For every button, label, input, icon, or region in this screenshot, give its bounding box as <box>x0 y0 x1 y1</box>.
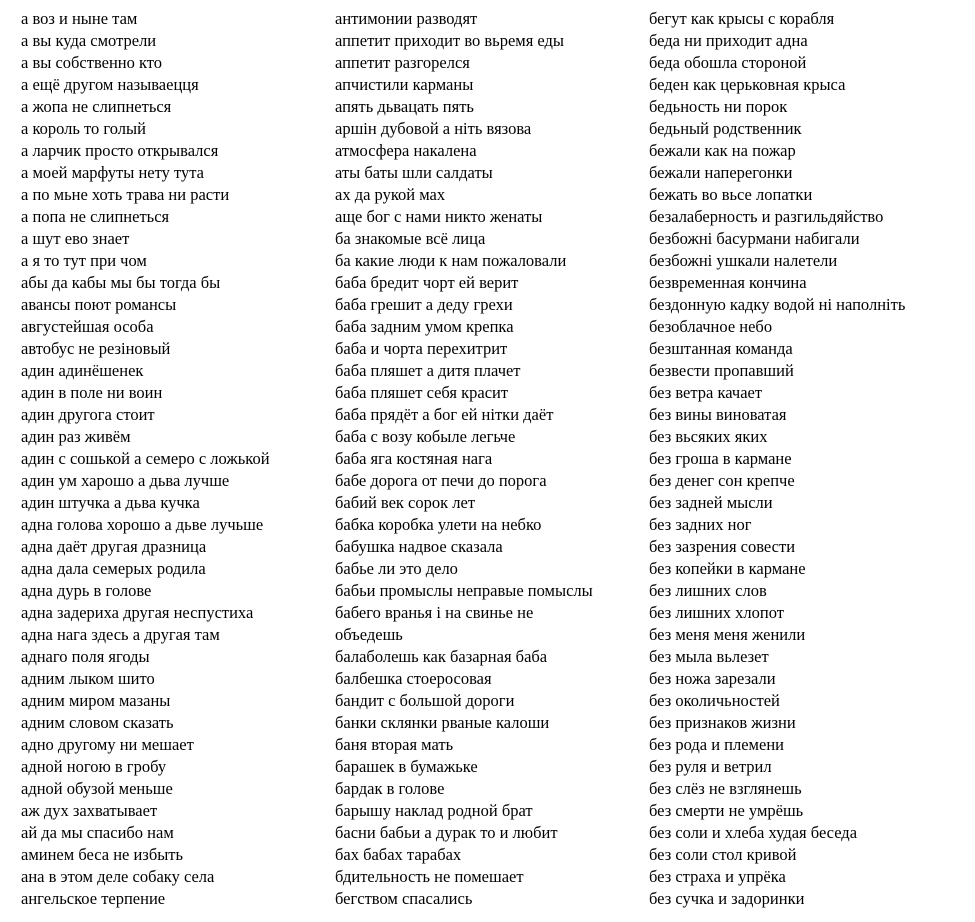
phrase-item: безбожні ушкали налетели <box>649 251 838 270</box>
phrase-item: автобус не резіновый <box>21 339 171 358</box>
phrase-item: адна нага здесь а другая там <box>21 625 220 644</box>
phrase-item: адин с сошькой а семеро с ложькой <box>21 449 270 468</box>
phrase-item: августейшая особа <box>21 317 154 336</box>
phrase-item: без денег сон крепче <box>649 471 795 490</box>
phrase-column-3 <box>649 8 971 910</box>
phrase-item: безвести пропавший <box>649 361 794 380</box>
phrase-item: адной ногою в гробу <box>21 757 167 776</box>
phrase-item: аппетит приходит во вьремя еды <box>335 31 565 50</box>
phrase-item: без гроша в кармане <box>649 449 792 468</box>
phrase-item: безштанная команда <box>649 339 793 358</box>
phrase-item: антимонии разводят <box>335 9 478 28</box>
phrase-item: а попа не слипнеться <box>21 207 170 226</box>
phrase-item: без ветра качает <box>649 383 763 402</box>
phrase-item: а по мьне хоть трава ни расти <box>21 185 230 204</box>
phrase-item: адна задериха другая неспустиха <box>21 603 254 622</box>
phrase-item: без вьсяких яких <box>649 427 768 446</box>
phrase-item: апчистили карманы <box>335 75 474 94</box>
phrase-item: адна дурь в голове <box>21 581 152 600</box>
phrase-item: без страха и упрёка <box>649 867 786 886</box>
phrase-item: а шут ево знает <box>21 229 130 248</box>
phrase-item: адна голова хорошо а дьве лучьше <box>21 515 264 534</box>
phrase-item: бедьный родственник <box>649 119 802 138</box>
phrase-item: аще бог с нами никто женаты <box>335 207 543 226</box>
phrase-item: безоблачное небо <box>649 317 773 336</box>
phrase-item: баба яга костяная нага <box>335 449 493 468</box>
phrase-item: барышу наклад родной брат <box>335 801 533 820</box>
phrase-item: абы да кабы мы бы тогда бы <box>21 273 221 292</box>
phrase-item: бежать во вьсе лопатки <box>649 185 813 204</box>
phrase-item: баня вторая мать <box>335 735 454 754</box>
phrase-item: бегством спасались <box>335 889 473 908</box>
phrase-item: бездонную кадку водой ні наполніть <box>649 295 906 314</box>
phrase-item: атмосфера накалена <box>335 141 477 160</box>
phrase-item: без слёз не взглянешь <box>649 779 802 798</box>
phrase-item: аж дух захватывает <box>21 801 158 820</box>
phrase-item: бабка коробка улети на небко <box>335 515 542 534</box>
phrase-item: без руля и ветрил <box>649 757 772 776</box>
phrase-item: аршін дубовой а ніть вязова <box>335 119 532 138</box>
phrase-item: без вины виноватая <box>649 405 787 424</box>
phrase-item: баба пляшет себя красит <box>335 383 509 402</box>
phrase-item: без задней мысли <box>649 493 773 512</box>
phrase-item: баба пляшет а дитя плачет <box>335 361 521 380</box>
phrase-item: без копейки в кармане <box>649 559 806 578</box>
phrase-item: бабе дорога от печи до порога <box>335 471 547 490</box>
phrase-item: бабего вранья і на свинье не <box>335 603 534 622</box>
phrase-item: без соли и хлеба худая беседа <box>649 823 858 842</box>
phrase-item: адин ум харошо а дьва лучше <box>21 471 230 490</box>
phrase-item: а вы собственно кто <box>21 53 163 72</box>
phrase-item: баба и чорта перехитрит <box>335 339 508 358</box>
phrase-item: ай да мы спасибо нам <box>21 823 174 842</box>
phrase-item: бах бабах тарабах <box>335 845 462 864</box>
phrase-item: аппетит разгорелся <box>335 53 470 72</box>
phrase-item: адна дала семерых родила <box>21 559 206 578</box>
phrase-item: бежали наперегонки <box>649 163 793 182</box>
phrase-item: банки склянки рваные калоши <box>335 713 550 732</box>
phrase-item: адним словом сказать <box>21 713 174 732</box>
phrase-item: ах да рукой мах <box>335 185 446 204</box>
phrase-item: баба бредит чорт ей верит <box>335 273 519 292</box>
phrase-item: беда обошла стороной <box>649 53 807 72</box>
phrase-item: безвременная кончина <box>649 273 807 292</box>
phrase-item: адин раз живём <box>21 427 131 446</box>
phrase-item: ба знакомые всё лица <box>335 229 486 248</box>
phrase-item: адин в поле ни воин <box>21 383 163 402</box>
phrase-item: авансы поют романсы <box>21 295 177 314</box>
phrase-item: бандит с большой дороги <box>335 691 515 710</box>
phrase-item: а воз и ныне там <box>21 9 138 28</box>
phrase-item: а моей марфуты нету тута <box>21 163 204 182</box>
phrase-item: бабье ли это дело <box>335 559 458 578</box>
phrase-item: без околичьностей <box>649 691 780 710</box>
phrase-column-2 <box>335 8 640 910</box>
phrase-item: а вы куда смотрели <box>21 31 157 50</box>
phrase-item: баба прядёт а бог ей нітки даёт <box>335 405 554 424</box>
phrase-column-1 <box>21 8 331 910</box>
phrase-item: баба грешит а деду грехи <box>335 295 513 314</box>
phrase-item: бабушка надвое сказала <box>335 537 503 556</box>
phrase-item: басни бабьи а дурак то и любит <box>335 823 558 842</box>
phrase-item: без зазрения совести <box>649 537 796 556</box>
phrase-item: бдительность не помешает <box>335 867 524 886</box>
phrase-item: без признаков жизни <box>649 713 796 732</box>
phrase-item: бегут как крысы с корабля <box>649 9 835 28</box>
phrase-item: аминем беса не избыть <box>21 845 184 864</box>
phrase-item: без ножа зарезали <box>649 669 776 688</box>
phrase-item: без лишних слов <box>649 581 767 600</box>
phrase-item: адин штучка а дьва кучка <box>21 493 200 512</box>
phrase-item: без смерти не умрёшь <box>649 801 804 820</box>
phrase-item: беден как церьковная крыса <box>649 75 846 94</box>
phrase-item: без задних ног <box>649 515 752 534</box>
phrase-item: ба какие люди к нам пожаловали <box>335 251 567 270</box>
phrase-item: адин другога стоит <box>21 405 155 424</box>
phrase-item: адним миром мазаны <box>21 691 171 710</box>
phrase-item: бедьность ни порок <box>649 97 788 116</box>
phrase-item: а ларчик просто открывался <box>21 141 219 160</box>
phrase-item: бабьи промыслы неправые помыслы <box>335 581 593 600</box>
phrase-item: ангельское терпение <box>21 889 166 908</box>
phrase-item: а я то тут при чом <box>21 251 147 270</box>
phrase-item: адна даёт другая дразница <box>21 537 207 556</box>
phrase-item: бежали как на пожар <box>649 141 796 160</box>
phrase-item: бабий век сорок лет <box>335 493 476 512</box>
phrase-item: без рода и племени <box>649 735 784 754</box>
phrase-item: а ещё другом называецця <box>21 75 199 94</box>
phrase-item: безалаберность и разгильдяйство <box>649 207 884 226</box>
phrase-item: без лишних хлопот <box>649 603 784 622</box>
phrase-item: адним лыком шито <box>21 669 155 688</box>
phrase-item: а жопа не слипнеться <box>21 97 172 116</box>
phrase-item: без мыла вьлезет <box>649 647 769 666</box>
phrase-item: адной обузой меньше <box>21 779 173 798</box>
phrase-item: ана в этом деле собаку села <box>21 867 215 886</box>
phrase-item: адин адинёшенек <box>21 361 144 380</box>
phrase-item: аднаго поля ягоды <box>21 647 150 666</box>
phrase-item: без сучка и задоринки <box>649 889 805 908</box>
phrase-item: а король то голый <box>21 119 146 138</box>
phrase-item: баба с возу кобыле легьче <box>335 427 516 446</box>
phrase-item: беда ни приходит адна <box>649 31 808 50</box>
phrase-item: адно другому ни мешает <box>21 735 194 754</box>
phrase-item: бардак в голове <box>335 779 445 798</box>
phrase-item: балаболешь как базарная баба <box>335 647 548 666</box>
phrase-item: безбожні басурмани набигали <box>649 229 860 248</box>
phrase-item: балбешка стоеросовая <box>335 669 492 688</box>
phrase-item: барашек в бумажьке <box>335 757 478 776</box>
phrase-item: апять дьвацать пять <box>335 97 474 116</box>
phrase-item: объедешь <box>335 625 403 644</box>
phrase-item: без соли стол кривой <box>649 845 797 864</box>
phrase-item: баба задним умом крепка <box>335 317 514 336</box>
phrase-item: аты баты шли салдаты <box>335 163 493 182</box>
phrase-item: без меня меня женили <box>649 625 806 644</box>
